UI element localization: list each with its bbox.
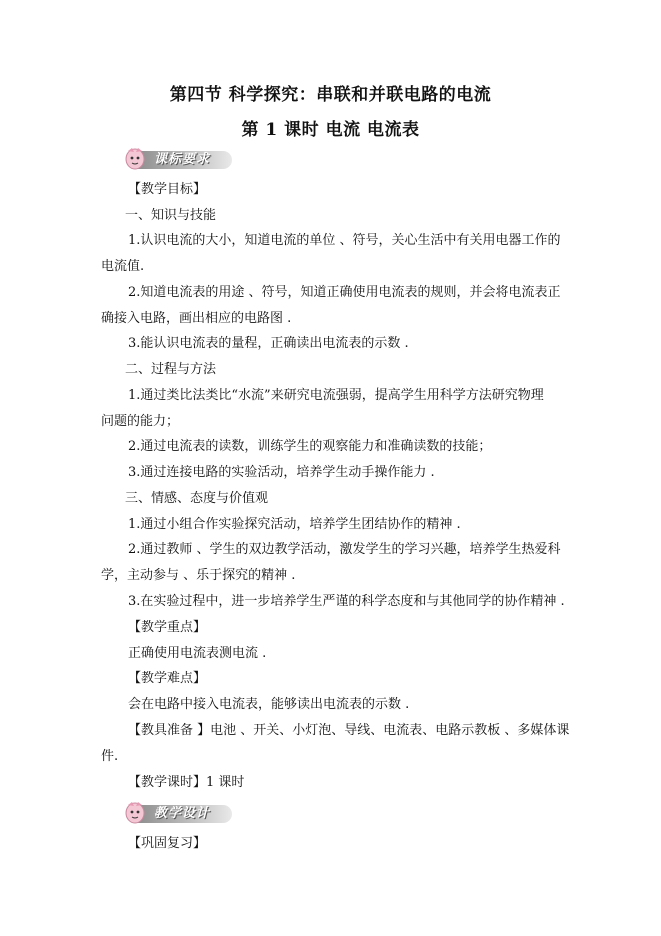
section-banner-standard — [124, 147, 234, 173]
text-line: 1.认识电流的大小，知道电流的单位 、符号，关心生活中有关用电器工作的 — [128, 233, 561, 248]
text-line: 【教学课时】1 课时 — [128, 775, 245, 790]
text-line: 1.通过类比法类比“水流”来研究电流强弱，提高学生用科学方法研究物理 — [128, 388, 544, 403]
page-subtitle: 第 1 课时 电流 电流表 — [241, 120, 420, 140]
text-line: 电流值. — [101, 259, 145, 274]
banner-label: 课标要求 — [154, 152, 211, 167]
text-line: 2.知道电流表的用途 、符号，知道正确使用电流表的规则，并会将电流表正 — [128, 285, 561, 300]
section-banner-design — [124, 801, 234, 827]
text-line: 【教学目标】 — [128, 182, 207, 197]
text-line: 【教学难点】 — [128, 671, 207, 686]
text-line: 【巩固复习】 — [128, 836, 207, 851]
text-line: 1.通过小组合作实验探究活动，培养学生团结协作的精神 . — [128, 517, 461, 532]
mascot-icon — [124, 147, 150, 173]
text-line: 正确使用电流表测电流 . — [128, 646, 267, 661]
text-line: 3.通过连接电路的实验活动，培养学生动手操作能力 . — [128, 465, 435, 480]
text-line: 三、情感、态度与价值观 — [125, 491, 269, 506]
text-line: 3.能认识电流表的量程，正确读出电流表的示数 . — [128, 336, 409, 351]
text-line: 【教具准备 】电池 、开关、小灯泡、导线、电流表、电路示教板 、多媒体课 — [128, 723, 570, 738]
text-line: 一、知识与技能 — [125, 208, 217, 223]
text-line: 学，主动参与 、乐于探究的精神 . — [101, 568, 296, 583]
text-line: 2.通过电流表的读数，训练学生的观察能力和准确读数的技能； — [128, 439, 492, 454]
text-line: 确接入电路，画出相应的电路图 . — [101, 311, 292, 326]
banner-label: 教学设计 — [154, 806, 211, 821]
text-line: 【教学重点】 — [128, 620, 207, 635]
page-title: 第四节 科学探究：串联和并联电路的电流 — [169, 85, 492, 105]
text-line: 会在电路中接入电流表，能够读出电流表的示数 . — [128, 697, 410, 712]
text-line: 问题的能力； — [101, 414, 180, 429]
mascot-icon — [124, 801, 150, 827]
text-line: 二、过程与方法 — [125, 362, 217, 377]
text-line: 3.在实验过程中，进一步培养学生严谨的科学态度和与其他同学的协作精神 . — [128, 594, 565, 609]
text-line: 2.通过教师 、学生的双边教学活动，激发学生的学习兴趣，培养学生热爱科 — [128, 542, 561, 557]
text-line: 件. — [101, 749, 119, 764]
